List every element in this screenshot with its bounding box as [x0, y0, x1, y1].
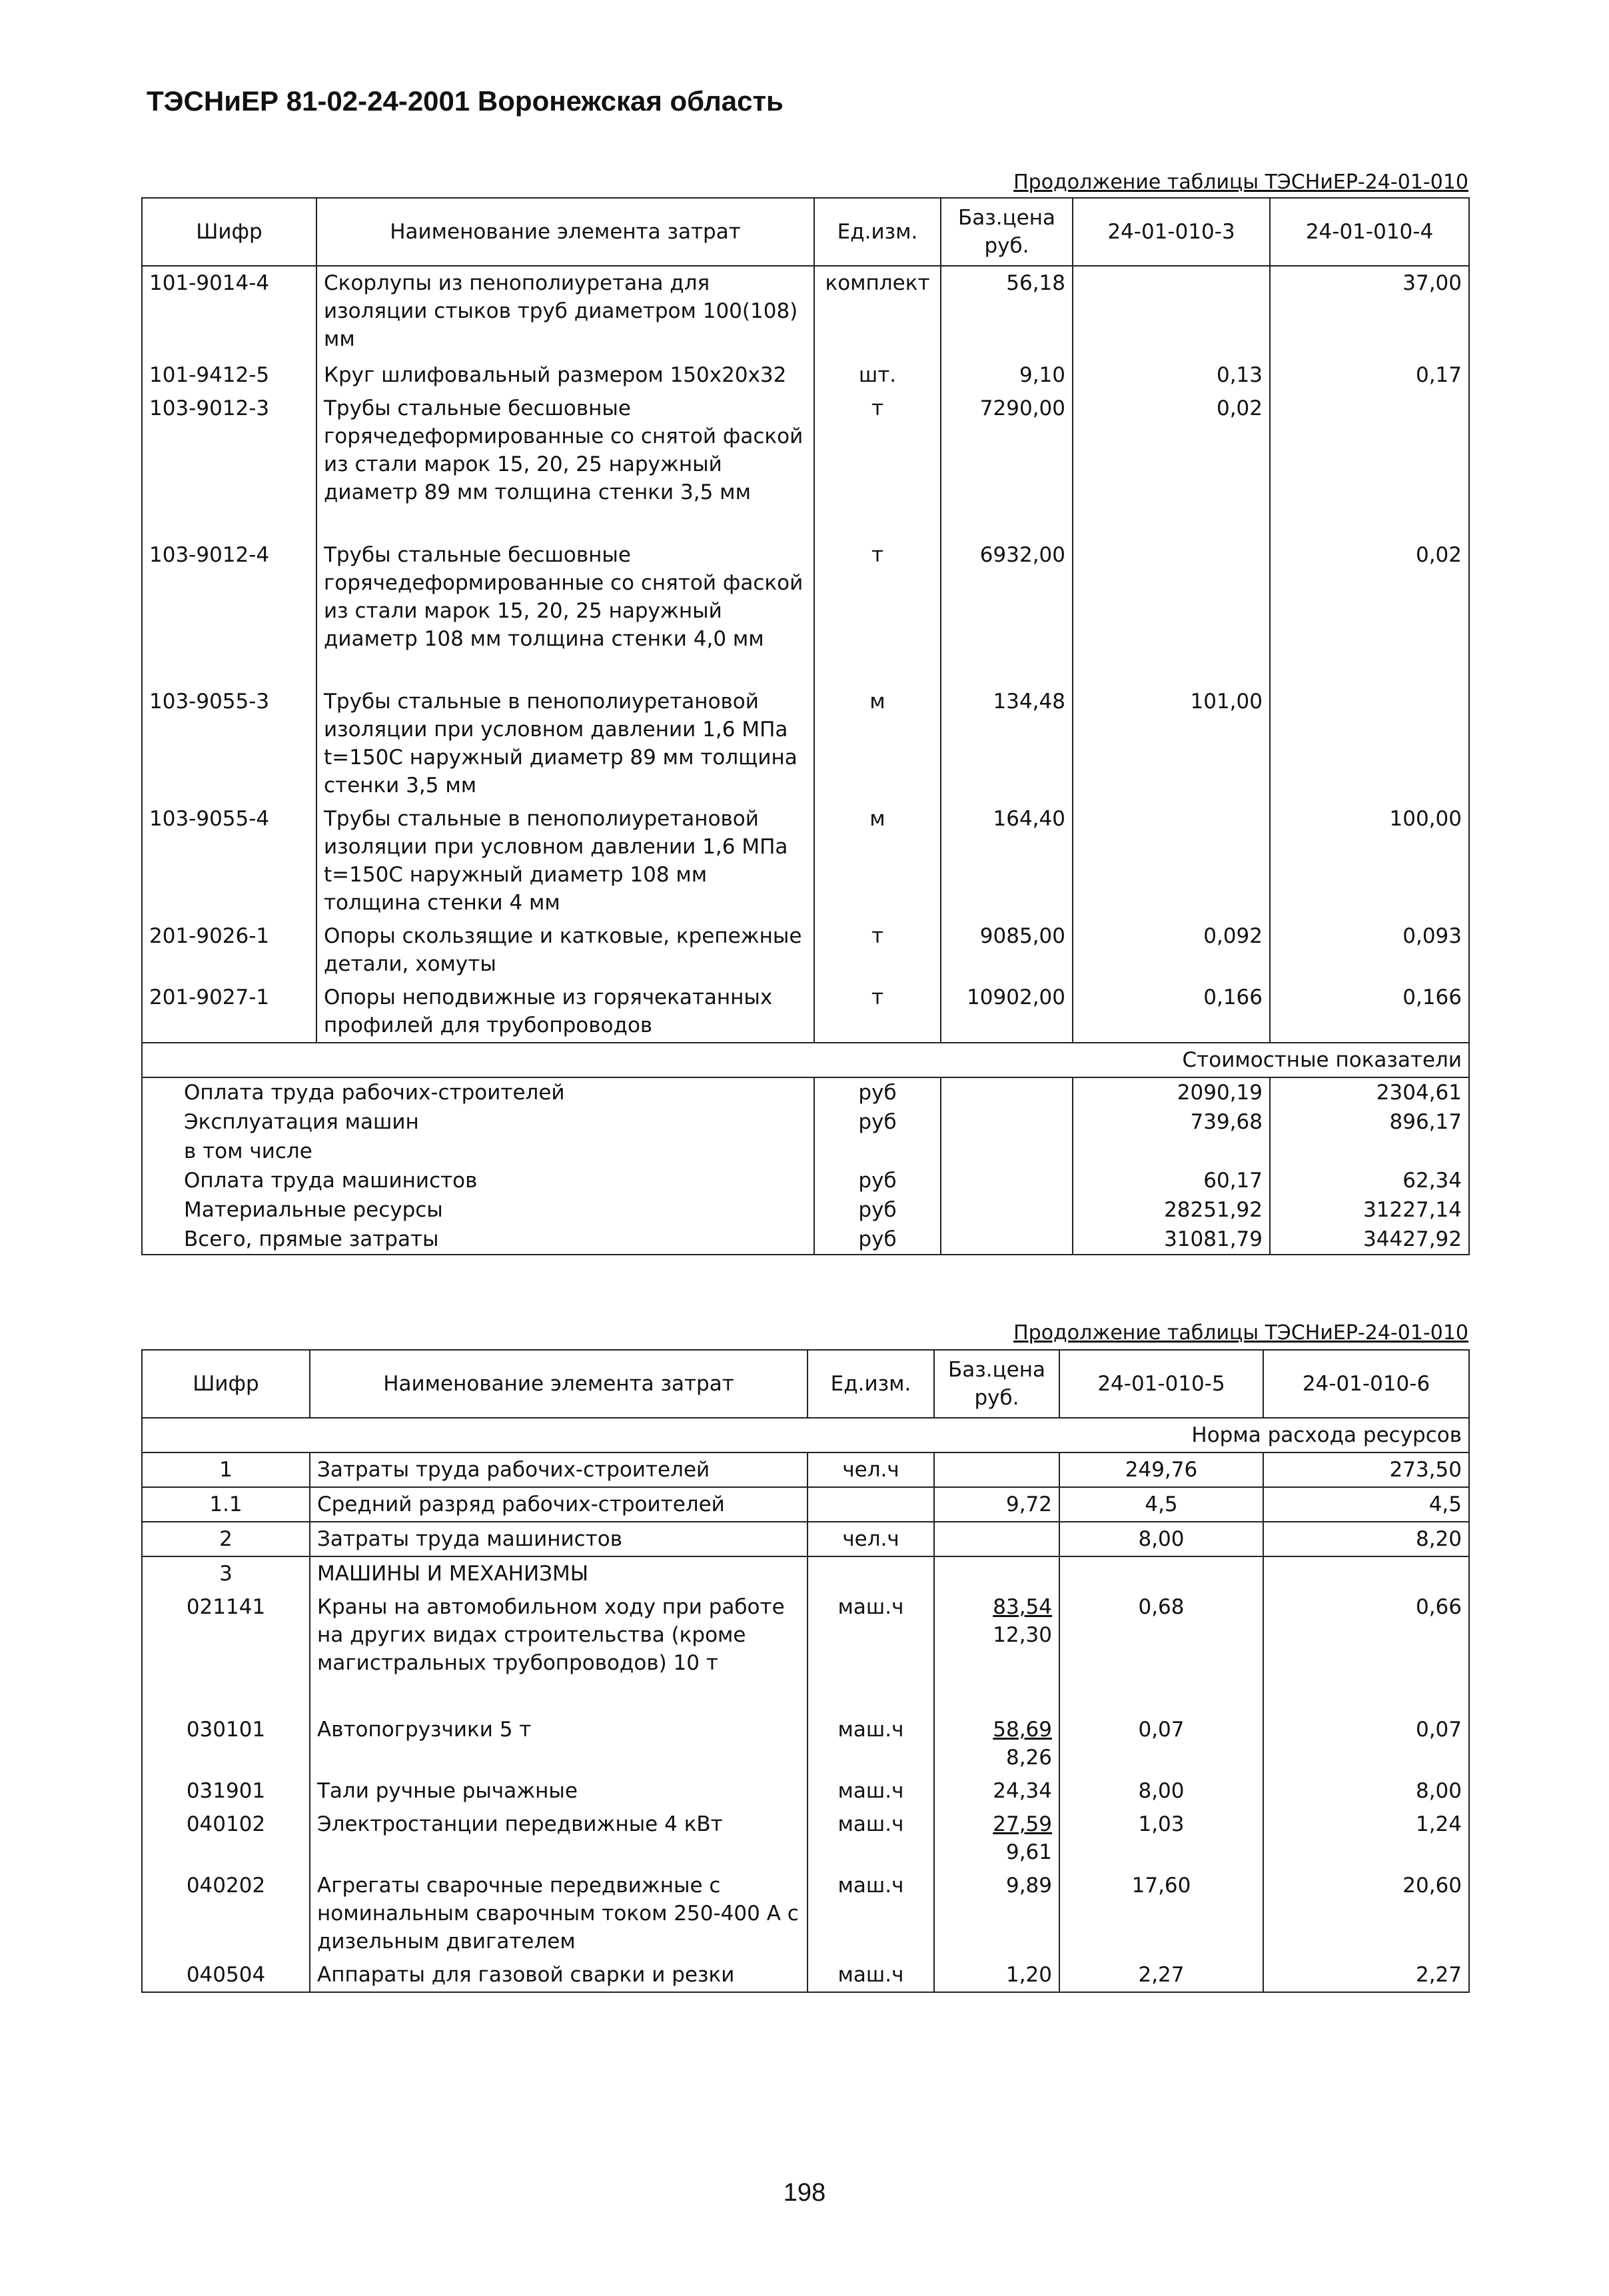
table-header-row	[142, 1350, 1469, 1418]
col-header: Наименование элемента затрат	[310, 1350, 807, 1418]
table-row: 1 Затраты труда рабочих-строителей чел.ч 249,76 273,50	[142, 1452, 1469, 1487]
table-row: 031901 Тали ручные рычажные маш.ч 24,34 8,00 8,00	[142, 1774, 1469, 1808]
col-header: 24-01-010-3	[1073, 198, 1270, 266]
summary-row: Оплата труда рабочих-строителей руб 2090,19 2304,61	[142, 1077, 1469, 1107]
col-header: 24-01-010-6	[1263, 1350, 1469, 1418]
table-row: 101-9412-5 Круг шлифовальный размером 150x20x32 шт. 9,10 0,13 0,17	[142, 358, 1469, 392]
table-row: 040102 Электростанции передвижные 4 кВт маш.ч 27,59 9,61 1,03 1,24	[142, 1808, 1469, 1869]
col-header: 24-01-010-4	[1270, 198, 1469, 266]
table-row: 103-9055-4 Трубы стальные в пенополиуретановой изоляции при условном давлении 1,6 МПа t=150С наружный диаметр 108 мм толщина стенки 4 мм м 164,40 100,00	[142, 802, 1469, 919]
col-header: Баз.цена руб.	[934, 1350, 1059, 1418]
table-row: 2 Затраты труда машинистов чел.ч 8,00 8,20	[142, 1522, 1469, 1556]
table-caption-1: Продолжение таблицы ТЭСНиЕР-24-01-010	[1013, 171, 1468, 194]
table-row: 101-9014-4 Скорлупы из пенополиуретана для изоляции стыков труб диаметром 100(108) мм комплект 56,18 37,00	[142, 266, 1469, 358]
summary-row: в том числе	[142, 1137, 1469, 1166]
table-row: 103-9012-4 Трубы стальные бесшовные горячедеформированные со снятой фаской из стали марок 15, 20, 25 наружный диаметр 108 мм толщина стенки 4,0 мм т 6932,00 0,02	[142, 538, 1469, 685]
table-row: 021141 Краны на автомобильном ходу при работе на других видах строительства (кроме магистральных трубопроводов) 10 т маш.ч 83,54 12,30 0,68 0,66	[142, 1590, 1469, 1713]
summary-row: Материальные ресурсы руб 28251,92 31227,14	[142, 1195, 1469, 1225]
table-row: 040202 Агрегаты сварочные передвижные с номинальным сварочным током 250-400 А с дизельным двигателем маш.ч 9,89 17,60 20,60	[142, 1869, 1469, 1958]
table-row: 201-9026-1 Опоры скользящие и катковые, крепежные детали, хомуты т 9085,00 0,092 0,093	[142, 919, 1469, 981]
summary-row: Оплата труда машинистов руб 60,17 62,34	[142, 1166, 1469, 1195]
col-header: 24-01-010-5	[1059, 1350, 1263, 1418]
section-row	[142, 1418, 1469, 1452]
page-header: ТЭСНиЕР 81-02-24-2001 Воронежская область	[147, 85, 784, 117]
section-label: Стоимостные показатели	[142, 1043, 1469, 1077]
col-header: Шифр	[142, 198, 316, 266]
table-row: 1.1 Средний разряд рабочих-строителей 9,72 4,5 4,5	[142, 1487, 1469, 1522]
col-header: Шифр	[142, 1350, 310, 1418]
resources-table-2	[141, 1349, 1470, 1993]
section-row	[142, 1043, 1469, 1077]
col-header: Баз.цена руб.	[941, 198, 1073, 266]
page-number: 198	[783, 2179, 826, 2207]
table-header-row	[142, 198, 1469, 266]
resources-table-1	[141, 197, 1470, 1255]
col-header: Наименование элемента затрат	[316, 198, 814, 266]
table-row: 201-9027-1 Опоры неподвижные из горячекатанных профилей для трубопроводов т 10902,00 0,166 0,166	[142, 981, 1469, 1043]
col-header: Ед.изм.	[814, 198, 941, 266]
table-row: 103-9055-3 Трубы стальные в пенополиуретановой изоляции при условном давлении 1,6 МПа t=150С наружный диаметр 89 мм толщина стенки 3,5 мм м 134,48 101,00	[142, 685, 1469, 802]
table-row: 030101 Автопогрузчики 5 т маш.ч 58,69 8,26 0,07 0,07	[142, 1713, 1469, 1774]
table-row: 103-9012-3 Трубы стальные бесшовные горячедеформированные со снятой фаской из стали марок 15, 20, 25 наружный диаметр 89 мм толщина стенки 3,5 мм т 7290,00 0,02	[142, 392, 1469, 538]
table-row: 3 МАШИНЫ И МЕХАНИЗМЫ	[142, 1556, 1469, 1590]
table-caption-2: Продолжение таблицы ТЭСНиЕР-24-01-010	[1013, 1321, 1468, 1345]
summary-row: Всего, прямые затраты руб 31081,79 34427,92	[142, 1225, 1469, 1255]
table-row: 040504 Аппараты для газовой сварки и резки маш.ч 1,20 2,27 2,27	[142, 1958, 1469, 1992]
col-header: Ед.изм.	[807, 1350, 934, 1418]
summary-row: Эксплуатация машин руб 739,68 896,17	[142, 1107, 1469, 1137]
section-label: Норма расхода ресурсов	[142, 1418, 1469, 1452]
